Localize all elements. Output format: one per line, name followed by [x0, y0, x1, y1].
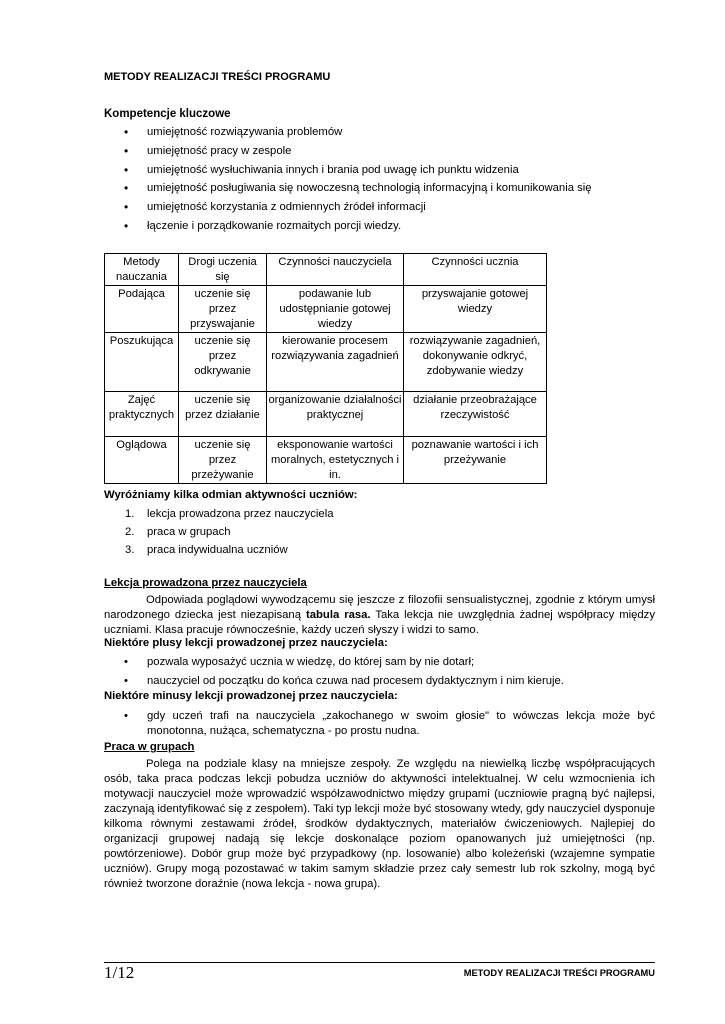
footer-divider [104, 962, 655, 963]
table-cell: rozwiązywanie zagadnień, dokonywanie odkryć, zdobywanie wiedzy [404, 333, 547, 392]
list-number: 1. [125, 508, 135, 520]
list-item: • umiejętność rozwiązywania problemów [104, 124, 592, 143]
activities-list [104, 506, 334, 560]
list-item [104, 524, 334, 542]
table-row [105, 333, 547, 392]
list-item [104, 506, 334, 524]
methods-table [104, 253, 547, 484]
minus-list [104, 709, 655, 739]
table-row [105, 392, 547, 437]
table-cell: kierowanie procesem rozwiązywania zagadnień [267, 333, 404, 392]
table-cell: organizowanie działalności praktycznej [267, 392, 404, 437]
list-item: • umiejętność korzystania z odmiennych źródeł informacji [104, 199, 592, 218]
list-item-text: praca w grupach [147, 526, 231, 538]
groups-paragraph: Polega na podziale klasy na mniejsze zespoły. Ze względu na niewielką liczbę współpracujących osób, taka praca podczas lekcji pobudza uczniów do aktywności intelektualnej. W celu wzmocnienia ich motywacji nauczyciel może wprowadzić współzawodnictwo między grupami (uczniowie pragną być najlepsi, zaczynają identyfikować się z zespołem). Taki typ lekcji może być stosowany wtedy, gdy nauczyciel dysponuje kilkoma równymi zestawami źródeł, środków dydaktycznych, materiałów ćwiczeniowych. Najlepiej do organizacji grupowej nadają się lekcje doskonalące poziom opanowanych już umiejętności (np. powtórzeniowe). Dobór grup może być przypadkowy (np. losowanie) albo koleżeński (wzajemne sympatie uczniów). Grupy mogą pozostawać w takim samym składzie przez cały semestr lub rok szkolny, mogą być również tworzone doraźnie (nowa lekcja - nowa grupa). [104, 758, 655, 890]
table-header-cell: Metody nauczania [105, 254, 179, 286]
table-header-cell: Drogi uczenia się [179, 254, 267, 286]
lesson-text-bold: tabula rasa. [305, 609, 371, 621]
list-item-text: praca indywidualna uczniów [147, 544, 288, 556]
list-item: • nauczyciel od początku do końca czuwa nad procesem dydaktycznym i nim kieruje. [104, 674, 655, 689]
table-cell: Poszukująca [105, 333, 179, 392]
table-cell: Podająca [105, 286, 179, 333]
list-item-text: lekcja prowadzona przez nauczyciela [147, 508, 334, 520]
plus-list [104, 655, 655, 689]
competencies-list [104, 124, 592, 237]
list-item: • łączenie i porządkowanie rozmaitych porcji wiedzy. [104, 218, 592, 237]
list-item: • pozwala wyposażyć ucznia w wiedzę, do której sam by nie dotarł; [104, 655, 655, 670]
table-cell: uczenie się przez działanie [179, 392, 267, 437]
plus-heading: Niektóre plusy lekcji prowadzonej przez nauczyciela: [104, 637, 388, 649]
list-item: • gdy uczeń trafi na nauczyciela „zakochanego w swoim głosie" to wówczas lekcja może być monotonna, nużąca, schematyczna - po prostu nudna. [104, 709, 655, 739]
lesson-text-start: Odpowiada poglądowi wywodzącemu się jeszcze z filozofii sensualistycznej, zgodnie z którym umysł narodzonego dziecka jest niezapisaną [104, 594, 655, 621]
table-header-cell: Czynności ucznia [404, 254, 547, 286]
lesson-heading: Lekcja prowadzona przez nauczyciela [104, 577, 307, 589]
table-cell: Zajęć praktycznych [105, 392, 179, 437]
list-item: • umiejętność wysłuchiwania innych i brania pod uwagę ich punktu widzenia [104, 162, 592, 181]
table-cell: uczenie się przez przyswajanie [179, 286, 267, 333]
table-row [105, 437, 547, 484]
minus-heading: Niektóre minusy lekcji prowadzonej przez nauczyciela: [104, 690, 398, 702]
table-cell: działanie przeobrażające rzeczywistość [404, 392, 547, 437]
table-cell: Oglądowa [105, 437, 179, 484]
table-cell: eksponowanie wartości moralnych, estetycznych i in. [267, 437, 404, 484]
footer-title: METODY REALIZACJI TREŚCI PROGRAMU [463, 968, 655, 978]
table-header-row [105, 254, 547, 286]
list-number: 3. [125, 544, 135, 556]
list-number: 2. [125, 526, 135, 538]
table-cell: poznawanie wartości i ich przeżywanie [404, 437, 547, 484]
activities-heading: Wyróżniamy kilka odmian aktywności uczniów: [104, 489, 358, 501]
lesson-text-end: Taka lekcja nie uwzględnia żadnej współpracy między uczniami. Klasa pracuje równocześnie, każdy uczeń słyszy i widzi to samo. [104, 609, 655, 636]
table-cell: przyswajanie gotowej wiedzy [404, 286, 547, 333]
page-number: 1/12 [104, 963, 135, 982]
table-cell: uczenie się przez przeżywanie [179, 437, 267, 484]
groups-heading: Praca w grupach [104, 741, 195, 753]
lesson-paragraph [104, 593, 655, 638]
table-header-cell: Czynności nauczyciela [267, 254, 404, 286]
document-title: METODY REALIZACJI TREŚCI PROGRAMU [104, 71, 331, 83]
table-row [105, 286, 547, 333]
list-item [104, 542, 334, 560]
competencies-heading: Kompetencje kluczowe [104, 108, 231, 120]
list-item: • umiejętność posługiwania się nowoczesną technologią informacyjną i komunikowania się [104, 180, 592, 199]
table-cell: uczenie się przez odkrywanie [179, 333, 267, 392]
table-cell: podawanie lub udostępnianie gotowej wiedzy [267, 286, 404, 333]
list-item: • umiejętność pracy w zespole [104, 143, 592, 162]
